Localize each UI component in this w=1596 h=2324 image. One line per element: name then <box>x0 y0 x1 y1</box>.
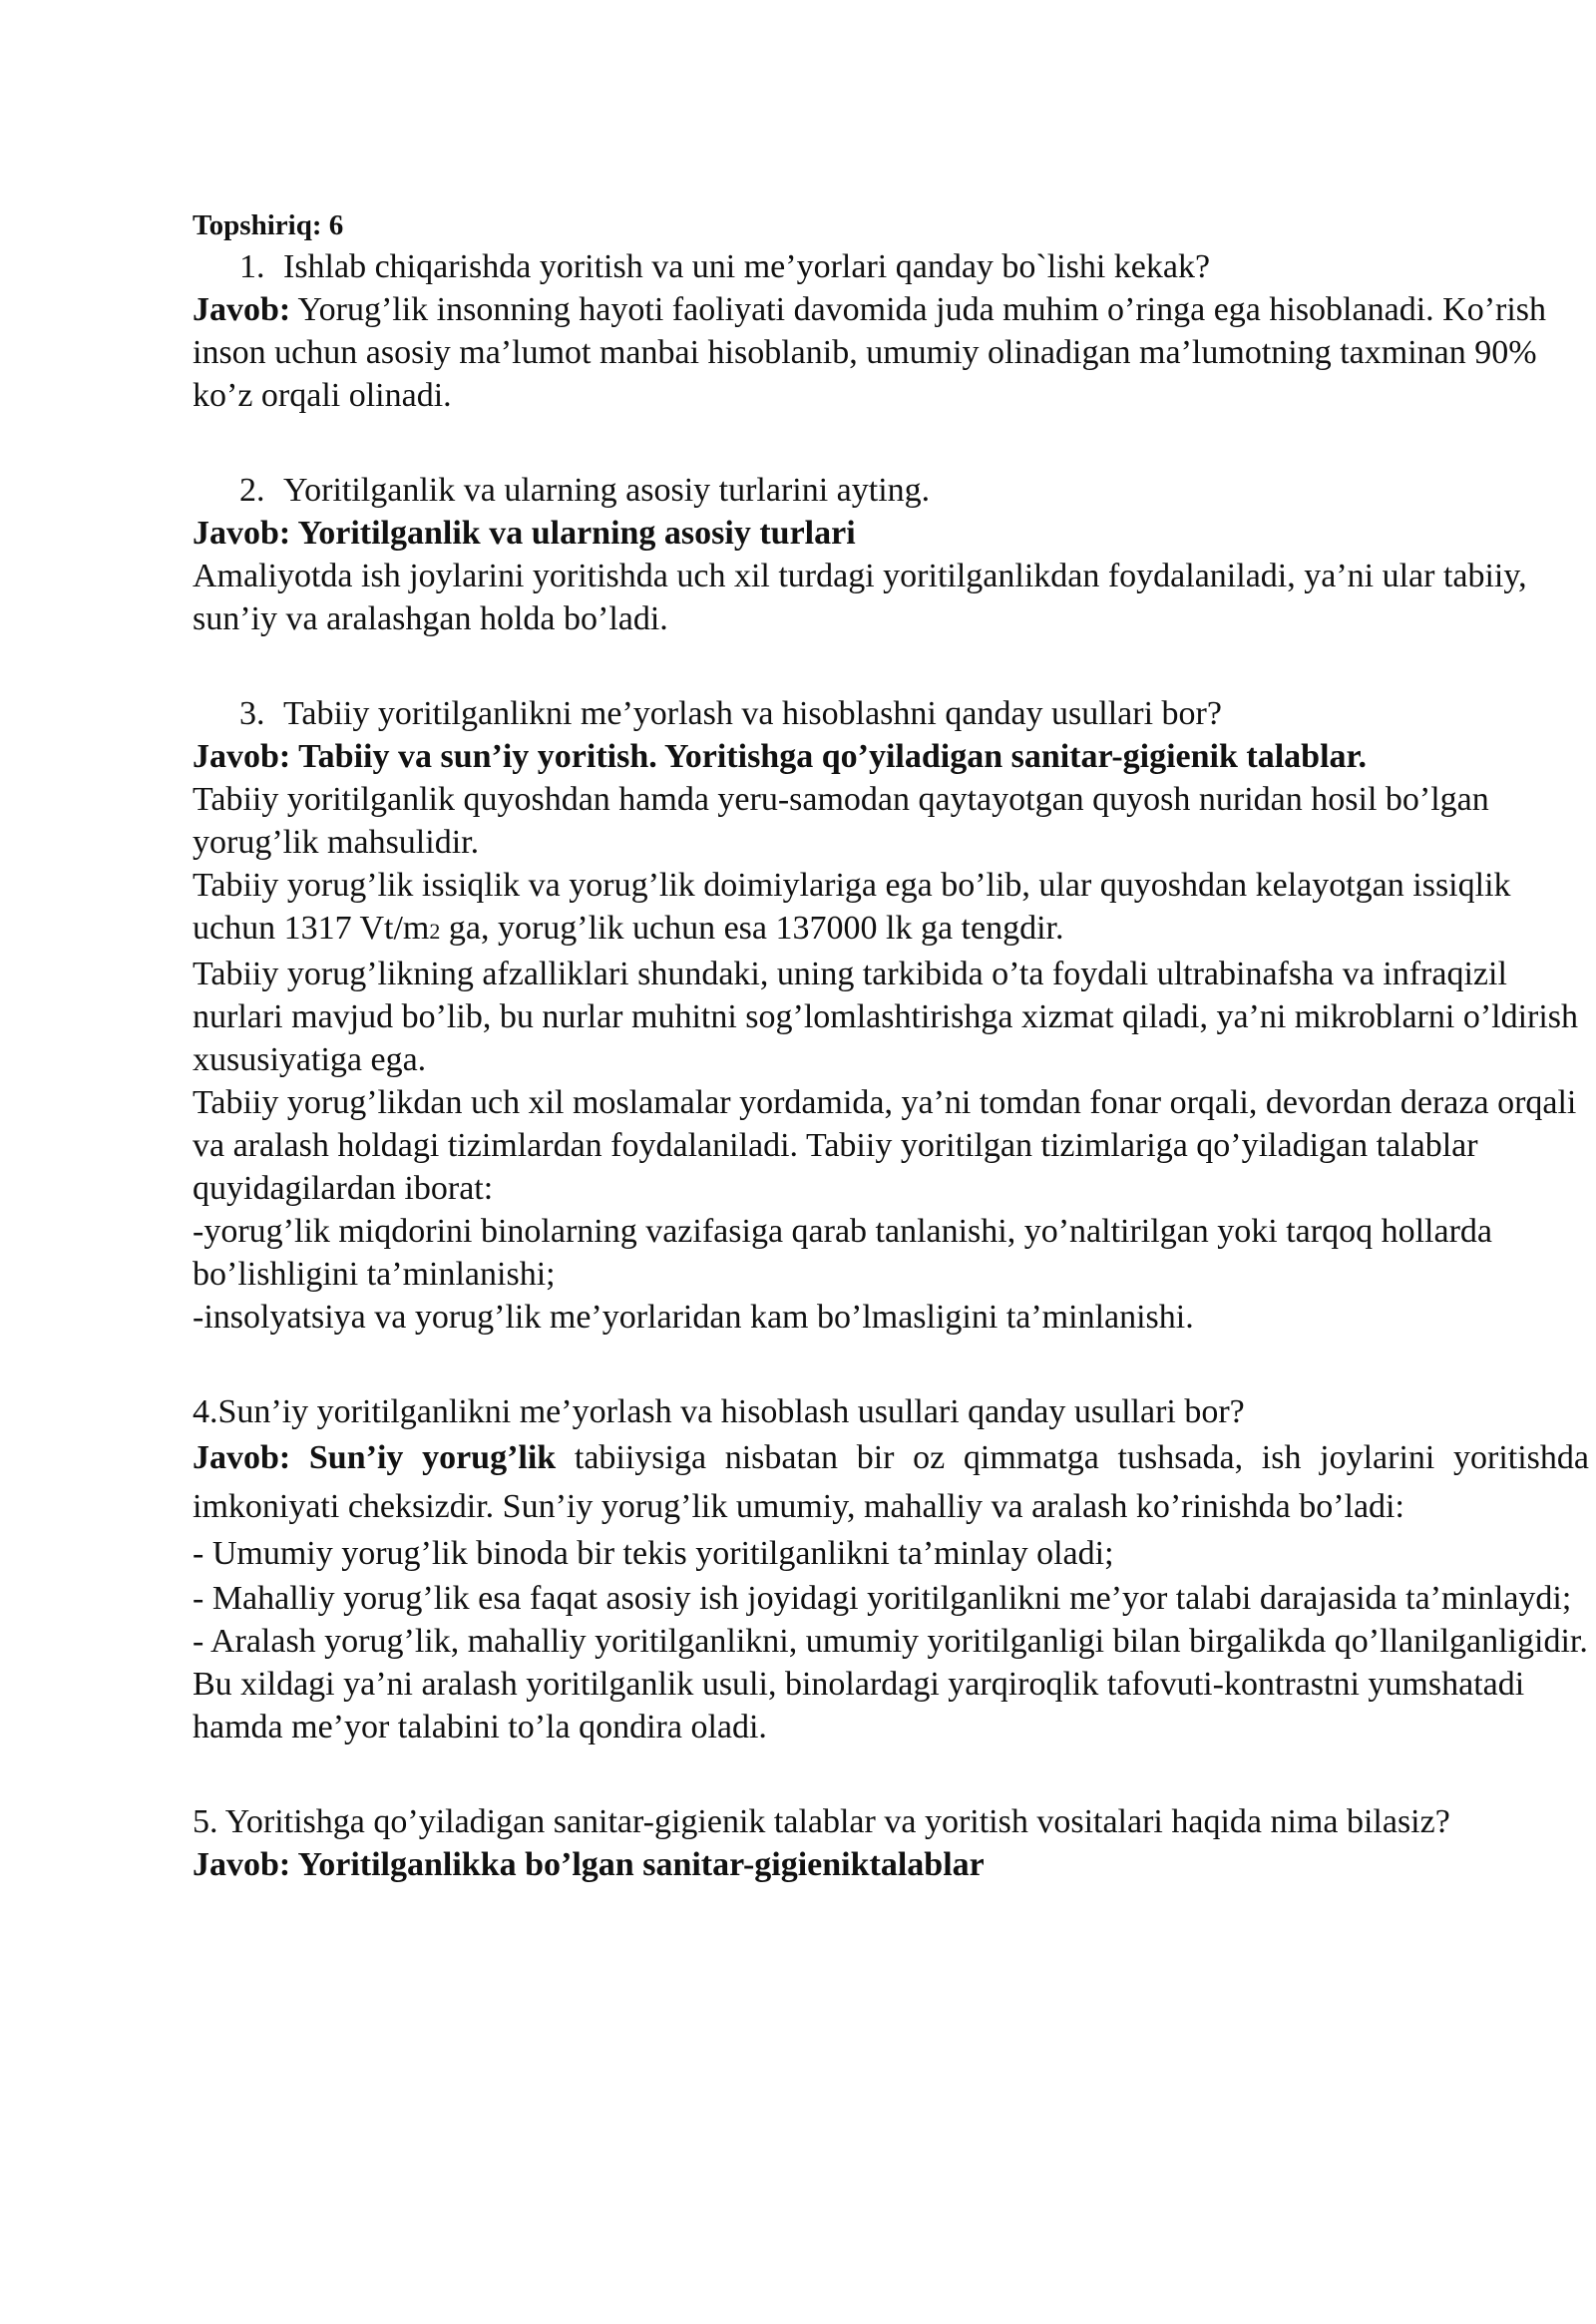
answer-3-paragraph-2-a: Tabiiy yorug’lik issiqlik va yorug’lik doimiylariga ega bo’lib, ular quyoshdan kelayotgan issiqlik uchun 1317 Vt/m <box>193 867 1511 947</box>
answer-3-list-item-2: -insolyatsiya va yorug’lik me’yorlaridan kam bo’lmasligini ta’minlanishi. <box>193 1299 1194 1336</box>
answer-1 <box>193 288 1589 417</box>
answer-2-heading: Javob: Yoritilganlik va ularning asosiy turlari <box>193 515 856 552</box>
spacer <box>193 1748 1589 1800</box>
answer-3-list-item-1: -yorug’lik miqdorini binolarning vazifasiga qarab tanlanishi, yo’naltirilgan yoki tarqoq hollarda bo’lishligini ta’minlanishi; <box>193 1213 1492 1293</box>
answer-1-text: Yorug’lik insonning hayoti faoliyati davomida juda muhim o’ringa ega hisoblanadi. Ko’rish inson uchun asosiy ma’lumot manbai hisoblanib, umumiy olinadigan ma’lumotning taxminan 90% ko’z orqali olinadi. <box>193 291 1547 414</box>
answer-4-list-item-2: - Mahalliy yorug’lik esa faqat asosiy ish joyidagi yoritilganlikni me’yor talabi darajasida ta’minlaydi; <box>193 1580 1572 1617</box>
spacer <box>193 417 1589 469</box>
question-4: 4.Sun’iy yoritilganlikni me’yorlash va hisoblash usullari qanday usullari bor? <box>193 1393 1245 1430</box>
answer-4-list-item-3: - Aralash yorug’lik, mahalliy yoritilganlikni, umumiy yoritilganligi bilan birgalikda qo’llanilganligidir. <box>193 1623 1588 1660</box>
question-1 <box>193 245 1589 288</box>
question-3 <box>193 692 1589 735</box>
answer-5-heading: Javob: Yoritilganlikka bo’lgan sanitar-gigieniktalablar <box>193 1846 985 1883</box>
answer-4-text: tabiiysiga nisbatan bir oz qimmatga tushsada, ish joylarini yoritishda imkoniyati cheksizdir. Sun’iy yorug’lik umumiy, mahalliy va aralash ko’rinishda bo’ladi: <box>193 1439 1590 1525</box>
answer-4-list-item-1: - Umumiy yorug’lik binoda bir tekis yoritilganlikni ta’minlay oladi; <box>193 1535 1114 1572</box>
unit-subscript: 2 <box>429 919 441 944</box>
document-body <box>193 205 1589 1886</box>
answer-3-paragraph-1: Tabiiy yoritilganlik quyoshdan hamda yeru-samodan qaytayotgan quyosh nuridan hosil bo’lgan yorug’lik mahsulidir. <box>193 781 1489 861</box>
answer-4-heading: Javob: Sun’iy yorug’lik <box>193 1439 557 1476</box>
question-2 <box>193 469 1589 512</box>
answer-4 <box>193 1433 1589 1531</box>
question-2-text: Yoritilganlik va ularning asosiy turlarini ayting. <box>283 472 931 509</box>
answer-2-text: Amaliyotda ish joylarini yoritishda uch xil turdagi yoritilganlikdan foydalaniladi, ya’ni ular tabiiy, sun’iy va aralashgan holda bo’ladi. <box>193 558 1527 637</box>
question-1-number: 1. <box>239 248 265 285</box>
question-1-text: Ishlab chiqarishda yoritish va uni me’yorlari qanday bo`lishi kekak? <box>283 248 1211 285</box>
question-5: 5. Yoritishga qo’yiladigan sanitar-gigienik talablar va yoritish vositalari haqida nima bilasiz? <box>193 1803 1450 1840</box>
answer-1-label: Javob: <box>193 291 291 328</box>
question-2-number: 2. <box>239 472 265 509</box>
spacer <box>193 1339 1589 1390</box>
answer-3-paragraph-3: Tabiiy yorug’likning afzalliklari shundaki, uning tarkibida o’ta foydali ultrabinafsha va infraqizil nurlari mavjud bo’lib, bu nurlar muhitni sog’lomlashtirishga xizmat qiladi, ya’ni mikroblarni o’ldirish xususiyatiga ega. <box>193 956 1579 1078</box>
spacer <box>193 640 1589 692</box>
answer-3-paragraph-2 <box>193 864 1589 953</box>
question-3-number: 3. <box>239 695 265 732</box>
answer-4-paragraph: Bu xildagi ya’ni aralash yoritilganlik usuli, binolardagi yarqiroqlik tafovuti-kontrastni yumshatadi hamda me’yor talabini to’la qondira oladi. <box>193 1666 1525 1745</box>
question-3-text: Tabiiy yoritilganlikni me’yorlash va hisoblashni qanday usullari bor? <box>283 695 1222 732</box>
task-heading: Topshiriq: 6 <box>193 209 344 241</box>
answer-3-paragraph-4: Tabiiy yorug’likdan uch xil moslamalar yordamida, ya’ni tomdan fonar orqali, devordan deraza orqali va aralash holdagi tizimlardan foydalaniladi. Tabiiy yoritilgan tizimlariga qo’yiladigan talablar quyidagilardan iborat: <box>193 1084 1577 1207</box>
answer-3-heading: Javob: Tabiiy va sun’iy yoritish. Yoritishga qo’yiladigan sanitar-gigienik talablar. <box>193 738 1368 775</box>
answer-3-paragraph-2-b: ga, yorug’lik uchun esa 137000 lk ga tengdir. <box>440 910 1064 947</box>
